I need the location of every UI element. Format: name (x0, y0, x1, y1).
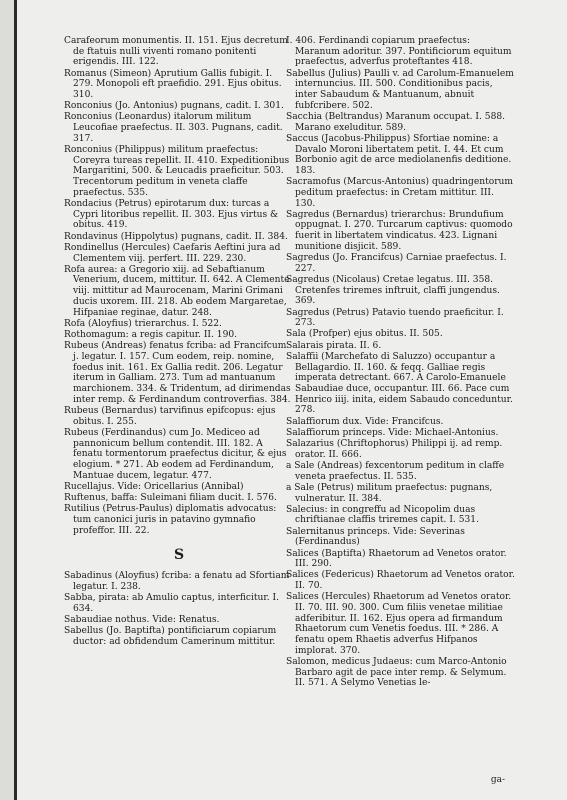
index-entry: Rubeus (Bernardus) tarvifinus epifcopus: ejus obitus. I. 255. (64, 405, 276, 427)
index-entry: Salomon, medicus Judaeus: cum Marco-Antonio Barbaro agit de pace inter remp. & Selymum. II. 571. A Selymo Venetias le- (286, 657, 507, 689)
index-entry: Carafeorum monumentis. II. 151. Ejus decretum de ftatuis nulli viventi romano ponitenti erigendis. III. 122. (64, 36, 288, 68)
index-entry: Romanus (Simeon) Aprutium Gallis fubigit. I. 279. Monopoli eft praefidio. 291. Ejus obitus. 310. (64, 68, 282, 101)
index-entry: Rofa (Aloyfius) trierarchus. I. 522. (64, 318, 222, 329)
index-column-right (286, 36, 516, 690)
index-entry: Sagredus (Bernardus) trierarchus: Brundufium oppugnat. I. 270. Turcarum captivus: quomodo fuerit in libertatem vindicatus. 423. Lignani munitione disjicit. 589. (286, 209, 513, 252)
left-entries-top (64, 36, 294, 536)
index-entry: Sacchia (Beltrandus) Maranum occupat. I. 588. Marano exeluditur. 589. (286, 111, 506, 133)
index-entry: Sagredus (Nicolaus) Cretae legatus. III. 358. Cretenfes triremes inftruit, claffi jungendus. 369. (286, 274, 500, 307)
index-entry: Ronconius (Philippus) militum praefectus: Coreyra tureas repellit. II. 410. Expeditionibus Margaritini, 500. & Leucadis praeficitur. 503. Trecentorum peditum in veneta claffe praefectus. 535. (64, 145, 290, 198)
index-entry: Sabellus (Julius) Paulli v. ad Carolum-Emanuelem internuncius. III. 500. Conditionibus pacis, inter Sabaudum & Mantuanum, abnuit fubfcribere. 502. (286, 68, 514, 111)
index-entry: Sacramofus (Marcus-Antonius) quadringentorum peditum praefectus: in Cretam mittitur. III. 130. (286, 177, 514, 209)
index-entry: Sabellus (Jo. Baptifta) pontificiarum copiarum ductor: ad obfidendum Camerinum mittitur. (64, 626, 277, 647)
index-entry: Sagredus (Jo. Francifcus) Carniae praefectus. I. 227. (286, 253, 507, 274)
index-entry: Salices (Baptifta) Rhaetorum ad Venetos orator. III. 290. (286, 548, 507, 570)
index-entry: Salernitanus princeps. Vide: Severinas (Ferdinandus) (286, 526, 465, 548)
index-entry: Rondinellus (Hercules) Caefaris Aeftini jura ad Clementem viij. perfert. III. 229. 230. (64, 242, 281, 264)
index-entry: Ruftenus, baffa: Suleimani filiam ducit. I. 576. (64, 493, 277, 504)
index-entry: a Sale (Andreas) fexcentorum peditum in claffe veneta praefectus. II. 535. (286, 460, 505, 482)
index-entry: Sabaudiae nothus. Vide: Renatus. (64, 614, 220, 625)
index-entry: Ronconius (Leonardus) italorum militum Leucofiae praefectus. II. 303. Pugnans, cadit. 317. (64, 112, 283, 144)
index-entry: Salazarius (Chriftophorus) Philippi ij. ad remp. orator. II. 666. (286, 439, 503, 460)
index-column-left (64, 36, 294, 648)
index-entry: Rucellajus. Vide: Oricellarius (Annibal) (64, 481, 244, 492)
index-entry: Rondacius (Petrus) epirotarum dux: turcas a Cypri litoribus repellit. II. 303. Ejus virtus & obitus. 419. (64, 199, 279, 231)
index-entry: a Sale (Petrus) militum praefectus: pugnans, vulneratur. II. 384. (286, 482, 493, 504)
index-entry: Rubeus (Andreas) fenatus fcriba: ad Francifcum j. legatur. I. 157. Cum eodem, reip. nomine, foedus init. 161. Ex Gallia redit. 206. Legatur iterum in Galliam. 273. Tum ad mantuanum marchionem. 334. & Tridentum, ad dirimendas inter remp. & Ferdinandum controverfias. 384. (64, 341, 291, 405)
index-entry: Sabba, pirata: ab Amulio captus, interficitur. I. 634. (64, 592, 280, 614)
index-entry: I. 406. Ferdinandi copiarum praefectus: Maranum adoritur. 397. Pontificiorum equitum praefectus, adverfus proteftantes 418. (286, 36, 512, 68)
index-entry: Salices (Federicus) Rhaetorum ad Venetos orator. II. 70. (286, 570, 515, 592)
index-entry: Salaffii (Marchefato di Saluzzo) occupantur a Bellagardio. II. 160. & feqq. Galliae regis imperata detrectant. 667. A Carolo-Emanuele Sabaudiae duce, occupantur. III. 66. Pace cum Henrico iiij. inita, eidem Sabaudo conceduntur. 278. (286, 351, 513, 416)
index-entry: Sagredus (Petrus) Patavio tuendo praeficitur. I. 273. (286, 307, 504, 329)
index-entry: Ronconius (Jo. Antonius) pugnans, cadit. I. 301. (64, 101, 284, 112)
index-entry: Salecius: in congreffu ad Nicopolim duas chriftianae claffis triremes capit. I. 531. (286, 504, 479, 526)
index-entry: Saccus (Jacobus-Philippus) Sfortiae nomine: a Davalo Moroni libertatem petit. I. 44. Et cum Borbonio agit de arce mediolanenfis deditione. 183. (286, 133, 512, 176)
index-entry: Salaffiorum princeps. Vide: Michael-Antonius. (286, 427, 499, 438)
index-entry: Salices (Hercules) Rhaetorum ad Venetos orator. II. 70. III. 90. 300. Cum filiis venetae militiae adferibitur. II. 162. Ejus opera ad firmandum Rhaetorum cum Venetis foedus. III. * 286. A fenatu opem Rhaetis adverfus Hifpanos implorat. 370. (286, 592, 512, 656)
index-entry: Sala (Profper) ejus obitus. II. 505. (286, 329, 443, 340)
index-entry: Rondavinus (Hippolytus) pugnans, cadit. II. 384. (64, 231, 288, 242)
index-entry: Salaffiorum dux. Vide: Francifcus. (286, 416, 444, 427)
index-entry: Rubeus (Ferdinandus) cum Jo. Mediceo ad pannonicum bellum contendit. III. 182. A fenatu tormentorum praefectus dicitur, & ejus elogium. * 271. Ab eodem ad Ferdinandum, Mantuae ducem, legatur. 477. (64, 427, 287, 481)
index-entry: Sabadinus (Aloyfius) fcriba: a fenatu ad Sfortiam legatur. I. 238. (64, 571, 290, 592)
index-entry: Rothomagum: a regis capitur. II. 190. (64, 329, 238, 340)
section-letter: S (173, 547, 185, 564)
left-entries-bottom (64, 571, 294, 647)
index-entry: Rofa aurea: a Gregorio xiij. ad Sebaftianum Venerium, ducem, mittitur. II. 642. A Clemente viij. mittitur ad Maurocenam, Marini Grimani ducis uxorem. III. 218. Ab eodem Margaretae, Hifpaniae reginae, datur. 248. (64, 264, 290, 318)
index-entry: Rutilius (Petrus-Paulus) diplomatis advocatus: tum canonici juris in patavino gymnafio profeffor. III. 22. (64, 504, 277, 536)
right-entries (286, 36, 516, 689)
index-entry: Salarais pirata. II. 6. (286, 340, 382, 351)
catchword: ga- (490, 775, 505, 785)
book-page (14, 0, 567, 800)
